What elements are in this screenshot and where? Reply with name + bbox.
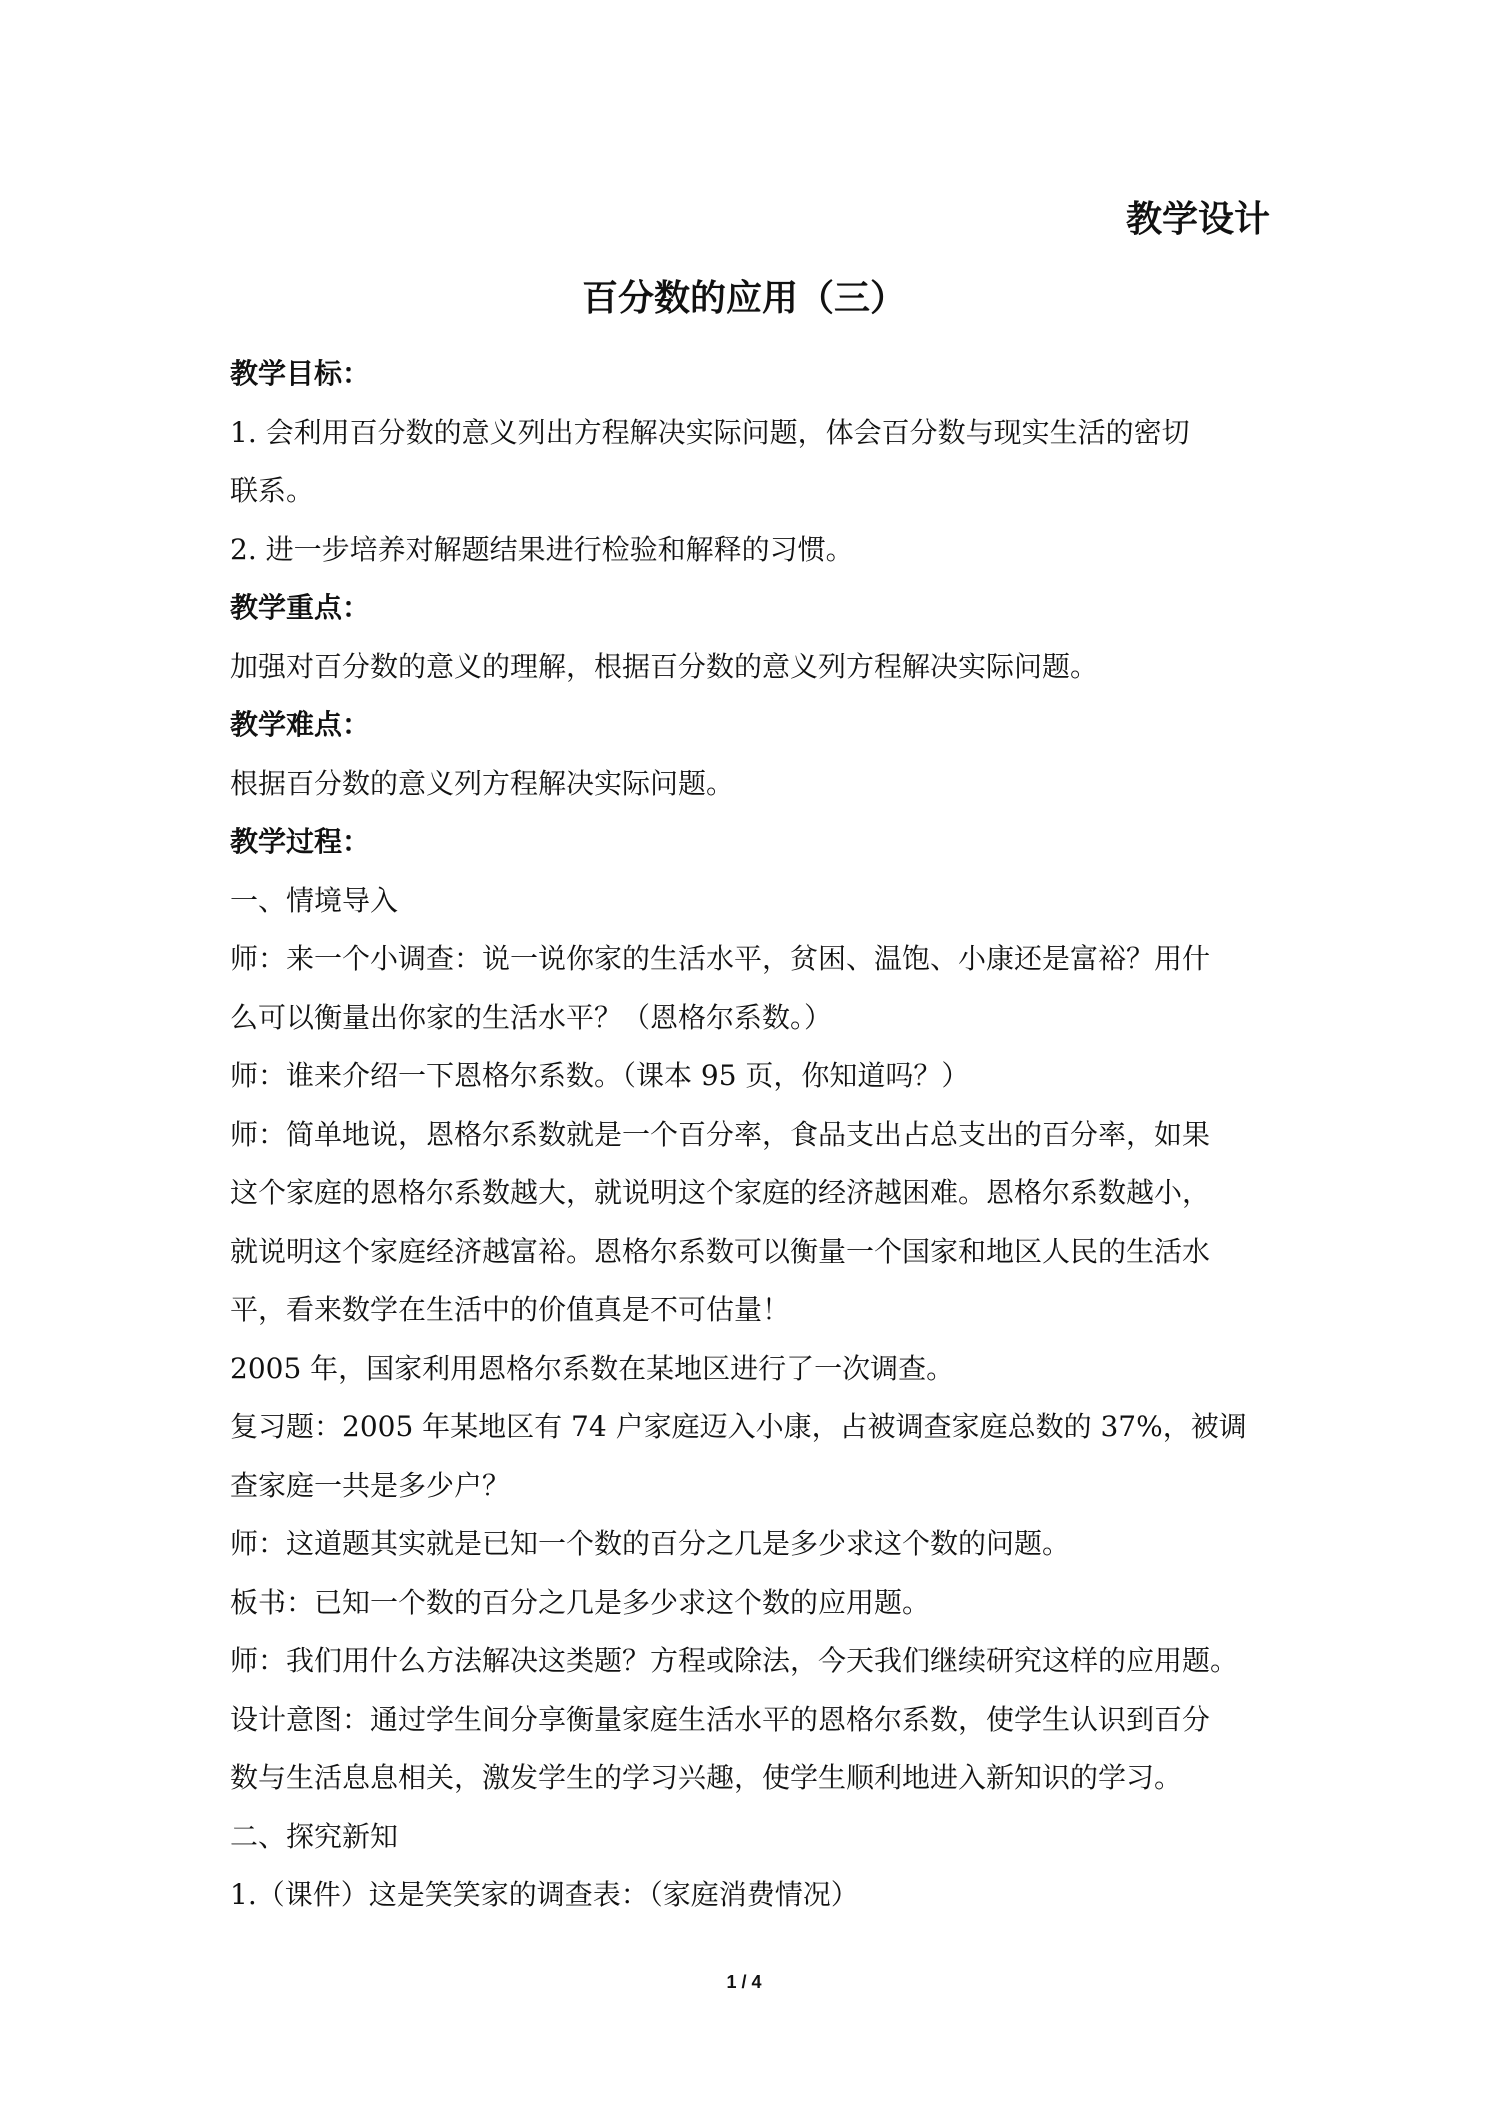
section-heading: 教学重点： [230,591,371,624]
text-line: 一、情境导入 [230,883,399,917]
text-line: 师：来一个小调查：说一说你家的生活水平，贫困、温饱、小康还是富裕？用什 [230,942,1211,975]
section-heading: 教学难点： [230,708,371,741]
text-line: 复习题：2005 年某地区有 74 户家庭迈入小康，占被调查家庭总数的 37%，被调 [230,1410,1247,1443]
text-line: 二、探究新知 [230,1819,399,1853]
section-heading: 教学目标： [230,357,371,390]
document-title: 百分数的应用（三） [581,278,906,319]
text-line: 师：谁来介绍一下恩格尔系数。（课本 95 页，你知道吗？） [230,1059,970,1092]
text-line: 联系。 [230,474,315,507]
text-line: 设计意图：通过学生间分享衡量家庭生活水平的恩格尔系数，使学生认识到百分 [230,1702,1211,1736]
text-line: 么可以衡量出你家的生活水平？（恩格尔系数。） [230,1000,833,1034]
text-line: 2. 进一步培养对解题结果进行检验和解释的习惯。 [230,532,854,566]
text-line: 师：简单地说，恩格尔系数就是一个百分率，食品支出占总支出的百分率，如果 [230,1117,1211,1151]
page-number: 1 / 4 [726,1972,762,1992]
text-line: 加强对百分数的意义的理解，根据百分数的意义列方程解决实际问题。 [230,649,1099,683]
text-line: 根据百分数的意义列方程解决实际问题。 [230,766,735,800]
text-line: 这个家庭的恩格尔系数越大，就说明这个家庭的经济越困难。恩格尔系数越小， [230,1176,1211,1209]
text-line: 板书：已知一个数的百分之几是多少求这个数的应用题。 [230,1585,931,1619]
text-line: 查家庭一共是多少户？ [230,1468,511,1502]
text-line: 1. 会利用百分数的意义列出方程解决实际问题，体会百分数与现实生活的密切 [230,415,1190,449]
text-line: 师：这道题其实就是已知一个数的百分之几是多少求这个数的问题。 [230,1527,1071,1560]
text-line: 平，看来数学在生活中的价值真是不可估量！ [230,1293,791,1326]
text-line: 师：我们用什么方法解决这类题？方程或除法，今天我们继续研究这样的应用题。 [230,1644,1239,1677]
text-line: 数与生活息息相关，激发学生的学习兴趣，使学生顺利地进入新知识的学习。 [230,1761,1183,1794]
text-line: 1.（课件）这是笑笑家的调查表：（家庭消费情况） [230,1878,859,1911]
text-line: 2005 年，国家利用恩格尔系数在某地区进行了一次调查。 [230,1351,955,1385]
section-heading: 教学过程： [230,825,371,858]
text-line: 就说明这个家庭经济越富裕。恩格尔系数可以衡量一个国家和地区人民的生活水 [230,1234,1211,1268]
document-type-label: 教学设计 [1125,199,1270,240]
document-body [230,345,1270,1925]
